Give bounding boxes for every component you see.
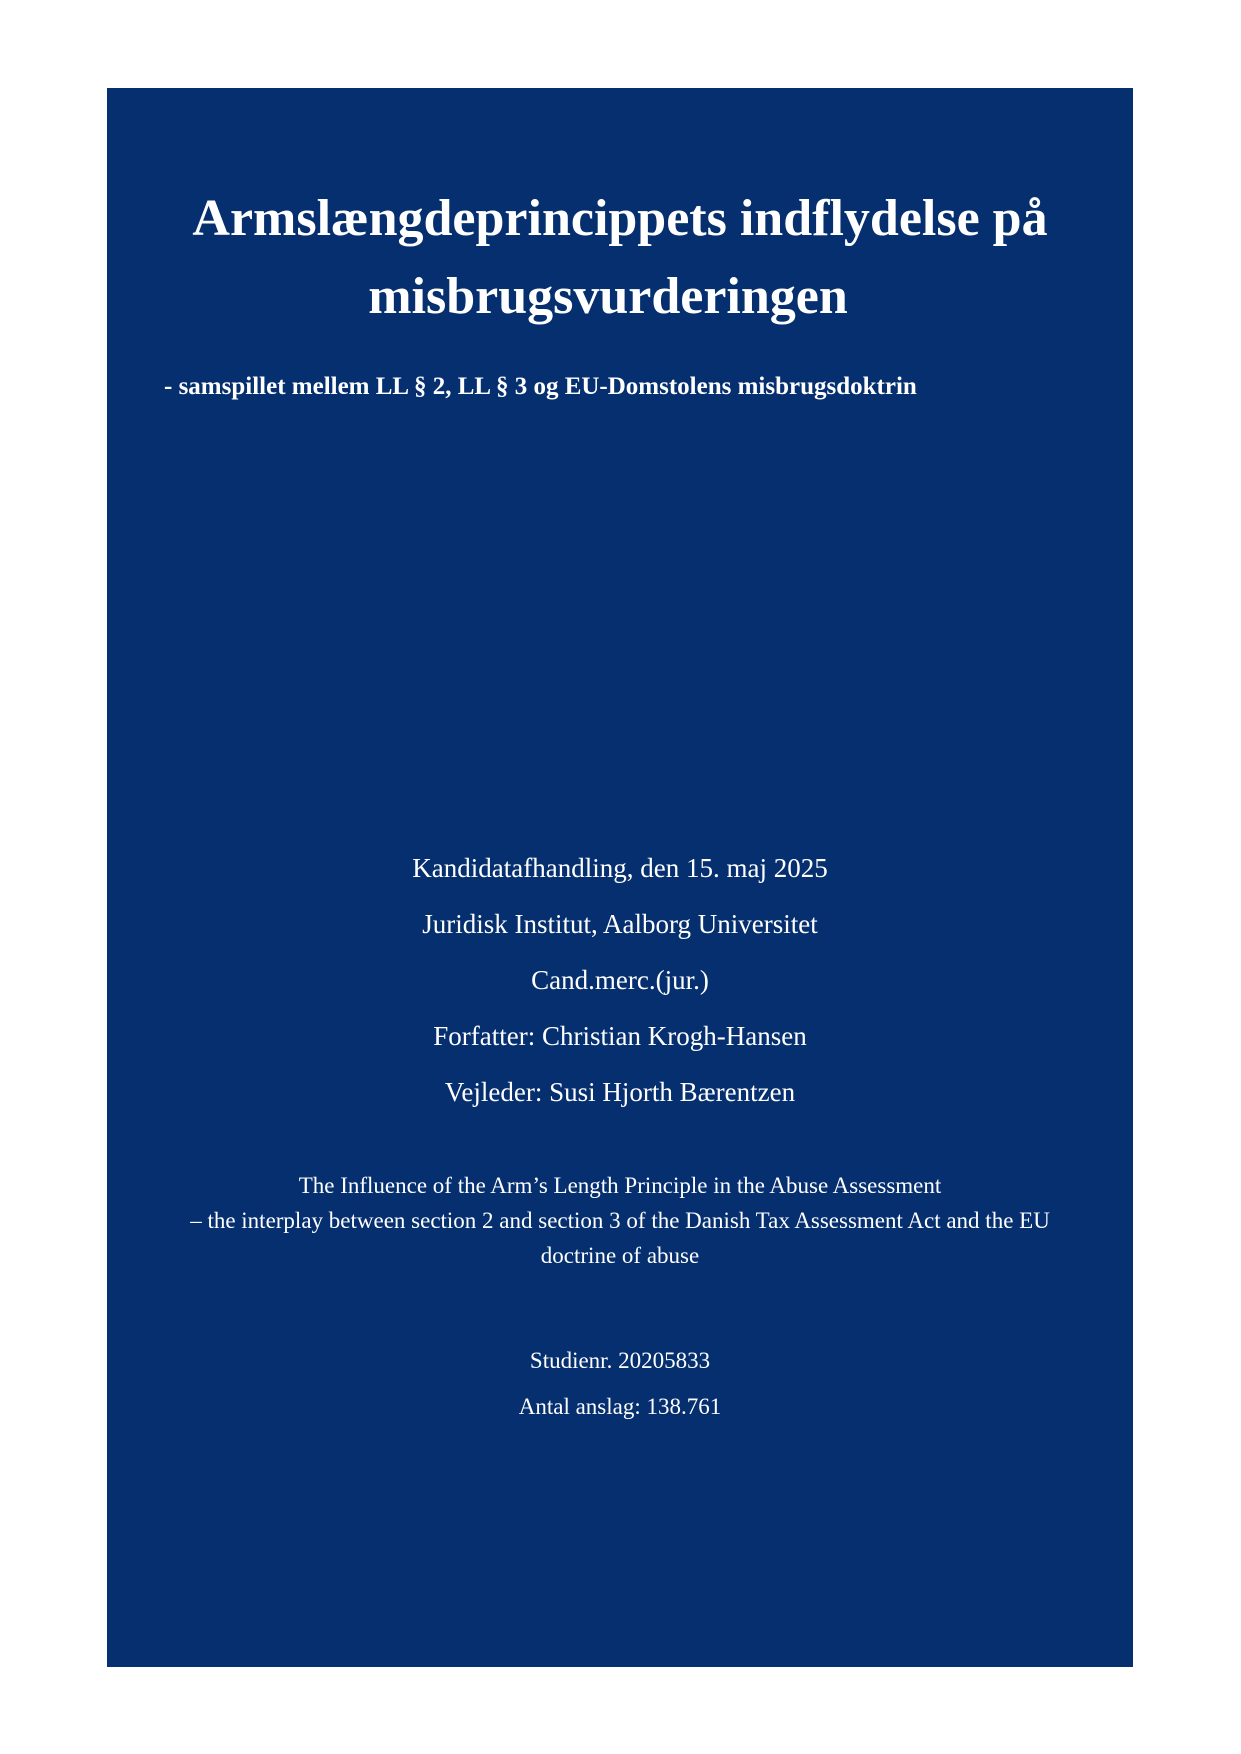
- supervisor: Vejleder: Susi Hjorth Bærentzen: [444, 1077, 796, 1107]
- author: Forfatter: Christian Krogh-Hansen: [433, 1021, 807, 1051]
- english-title-line-3: doctrine of abuse: [540, 1243, 700, 1268]
- cover-panel: [107, 88, 1133, 1667]
- thesis-type: Kandidatafhandling, den 15. maj 2025: [412, 853, 828, 883]
- institution: Juridisk Institut, Aalborg Universitet: [422, 909, 818, 939]
- study-info: [107, 1338, 1133, 1430]
- thesis-title-line-1: Armslængdeprincippets indflydelse på: [192, 190, 1048, 247]
- degree: Cand.merc.(jur.): [531, 965, 709, 995]
- english-title-line-2: – the interplay between section 2 and section 3 of the Danish Tax Assessment Act and the EU: [190, 1208, 1050, 1233]
- english-title-line-1: The Influence of the Arm’s Length Principle in the Abuse Assessment: [298, 1173, 942, 1198]
- english-title: [127, 1168, 1113, 1273]
- student-number: Studienr. 20205833: [529, 1348, 711, 1373]
- thesis-title-line-2: misbrugsvurderingen: [368, 268, 848, 325]
- character-count: Antal anslag: 138.761: [518, 1394, 722, 1419]
- thesis-title: [107, 180, 1133, 336]
- thesis-subtitle: - samspillet mellem LL § 2, LL § 3 og EU-Domstolens misbrugsdoktrin: [164, 373, 917, 400]
- thesis-meta: [107, 840, 1133, 1120]
